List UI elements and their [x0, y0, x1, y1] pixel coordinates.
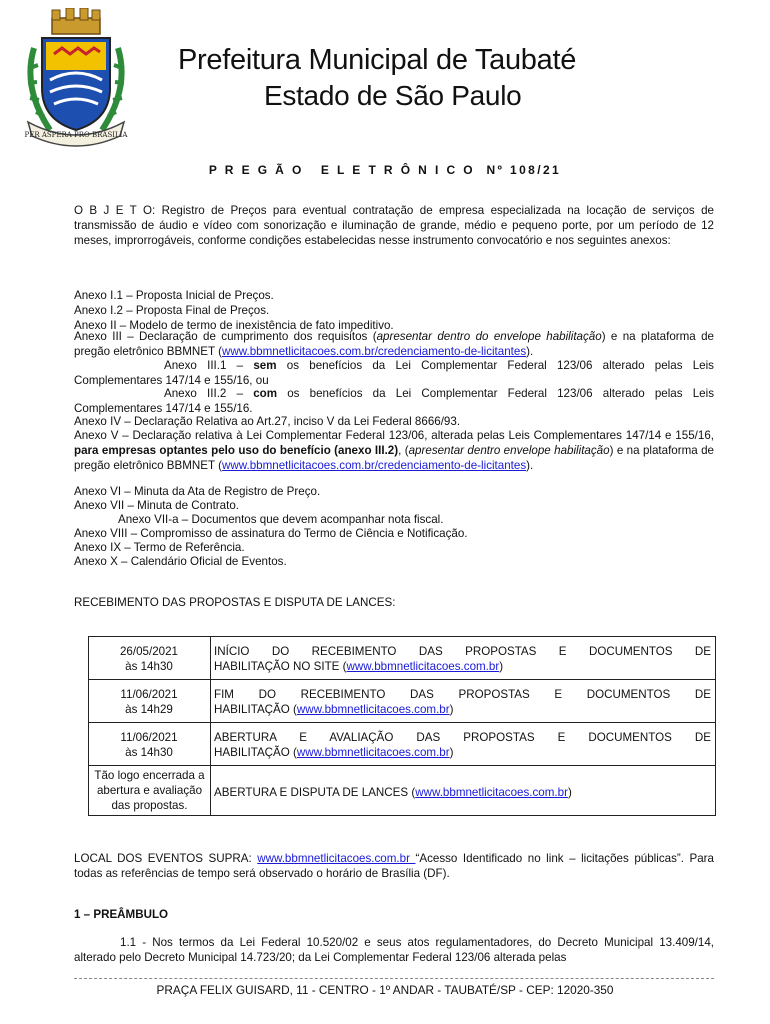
- section-heading: RECEBIMENTO DAS PROPOSTAS E DISPUTA DE LANCES:: [74, 596, 396, 609]
- svg-text:PER ASPERA PRO BRASILIA: PER ASPERA PRO BRASILIA: [24, 131, 128, 139]
- annex-item: Anexo III.1 – sem os benefícios da Lei Complementar Federal 123/06 alterado pelas Leis Complementares 147/14 e 155/16, ou: [74, 359, 714, 387]
- page-subtitle: Estado de São Paulo: [264, 80, 522, 111]
- table-row: [89, 723, 716, 766]
- table-cell-date: 11/06/2021 às 14h29: [89, 680, 211, 723]
- annex-item: Anexo VI – Minuta da Ata de Registro de Preço.: [74, 485, 321, 498]
- table-cell-event: ABERTURA E DISPUTA DE LANCES (www.bbmnetlicitacoes.com.br): [211, 766, 716, 816]
- section-heading: 1 – PREÂMBULO: [74, 908, 169, 921]
- table-cell-event: INÍCIO DO RECEBIMENTO DAS PROPOSTAS E DOCUMENTOS DE HABILITAÇÃO NO SITE (www.bbmnetlicitacoes.com.br): [211, 637, 716, 680]
- table-cell-date: Tão logo encerrada a abertura e avaliação das propostas.: [89, 766, 211, 816]
- schedule-link[interactable]: www.bbmnetlicitacoes.com.br: [415, 785, 568, 799]
- annex-item: Anexo VII-a – Documentos que devem acompanhar nota fiscal.: [118, 513, 444, 526]
- table-cell-date: 26/05/2021 às 14h30: [89, 637, 211, 680]
- schedule-table: [88, 636, 716, 816]
- page-title: Prefeitura Municipal de Taubaté: [178, 44, 577, 76]
- table-cell-event: FIM DO RECEBIMENTO DAS PROPOSTAS E DOCUMENTOS DE HABILITAÇÃO (www.bbmnetlicitacoes.com.br): [211, 680, 716, 723]
- local-link[interactable]: www.bbmnetlicitacoes.com.br: [257, 852, 416, 865]
- annex-item: Anexo V – Declaração relativa à Lei Complementar Federal 123/06, alterada pelas Leis Complementares 147/14 e 155/16, para empresas optantes pelo uso do benefício (anexo III.2), (apresentar dentro envelope habilitação) e na plataforma de pregão eletrônico BBMNET (www.bbmnetlicitacoes.com.br/credenciamento-de-licitantes).: [74, 429, 715, 472]
- annex-item: Anexo VIII – Compromisso de assinatura do Termo de Ciência e Notificação.: [74, 527, 468, 540]
- annex-item: Anexo X – Calendário Oficial de Eventos.: [74, 555, 287, 568]
- footer-divider: [74, 978, 714, 979]
- table-row: [89, 766, 716, 816]
- annex-item: Anexo I.1 – Proposta Inicial de Preços.: [74, 289, 274, 302]
- schedule-link[interactable]: www.bbmnetlicitacoes.com.br: [296, 703, 450, 716]
- annex-link[interactable]: www.bbmnetlicitacoes.com.br/credenciamento-de-licitantes: [222, 459, 527, 472]
- municipal-crest-icon: [20, 8, 132, 148]
- table-row: [89, 637, 716, 680]
- annex-item: Anexo IV – Declaração Relativa ao Art.27, inciso V da Lei Federal 8666/93.: [74, 415, 461, 428]
- local-paragraph: LOCAL DOS EVENTOS SUPRA: www.bbmnetlicitacoes.com.br “Acesso Identificado no link – licitações públicas”. Para todas as referências de tempo será observado o horário de Brasília (DF).: [74, 852, 714, 880]
- annex-item: Anexo III.2 – com os benefícios da Lei Complementar Federal 123/06 alterado pelas Leis Complementares 147/14 e 155/16.: [74, 387, 714, 415]
- annex-item: Anexo I.2 – Proposta Final de Preços.: [74, 304, 270, 317]
- preambulo-paragraph: 1.1 - Nos termos da Lei Federal 10.520/02 e seus atos regulamentadores, do Decreto Municipal 13.409/14, alterado pelo Decreto Municipal 14.723/20; da Lei Complementar Federal 123/06 alterada pelas: [74, 936, 714, 964]
- schedule-link[interactable]: www.bbmnetlicitacoes.com.br: [296, 746, 450, 759]
- annex-item: Anexo VII – Minuta de Contrato.: [74, 499, 239, 512]
- pregao-heading: P R E G Ã O E L E T R Ô N I C O Nº 108/21: [208, 163, 562, 177]
- footer-address: PRAÇA FELIX GUISARD, 11 - CENTRO - 1º ANDAR - TAUBATÉ/SP - CEP: 12020-350: [156, 983, 614, 997]
- annex-item: Anexo II – Modelo de termo de inexistência de fato impeditivo.: [74, 319, 394, 332]
- table-row: [89, 680, 716, 723]
- annex-item: Anexo IX – Termo de Referência.: [74, 541, 245, 554]
- annex-item: Anexo III – Declaração de cumprimento dos requisitos (apresentar dentro do envelope habilitação) e na plataforma de pregão eletrônico BBMNET (www.bbmnetlicitacoes.com.br/credenciamento-de-licitantes).: [74, 330, 714, 358]
- table-cell-date: 11/06/2021 às 14h30: [89, 723, 211, 766]
- table-cell-event: ABERTURA E AVALIAÇÃO DAS PROPOSTAS E DOCUMENTOS DE HABILITAÇÃO (www.bbmnetlicitacoes.com.br): [211, 723, 716, 766]
- schedule-link[interactable]: www.bbmnetlicitacoes.com.br: [346, 660, 500, 673]
- annex-link[interactable]: www.bbmnetlicitacoes.com.br/credenciamento-de-licitantes: [222, 345, 527, 358]
- objeto-paragraph: O B J E T O: Registro de Preços para eventual contratação de empresa especializada na locação de serviços de transmissão de áudio e vídeo com sonorização e iluminação de grande, médio e pequeno porte, por um período de 12 meses, improrrogáveis, conforme condições estabelecidas nesse instrumento convocatório e nos seguintes anexos:: [74, 204, 714, 247]
